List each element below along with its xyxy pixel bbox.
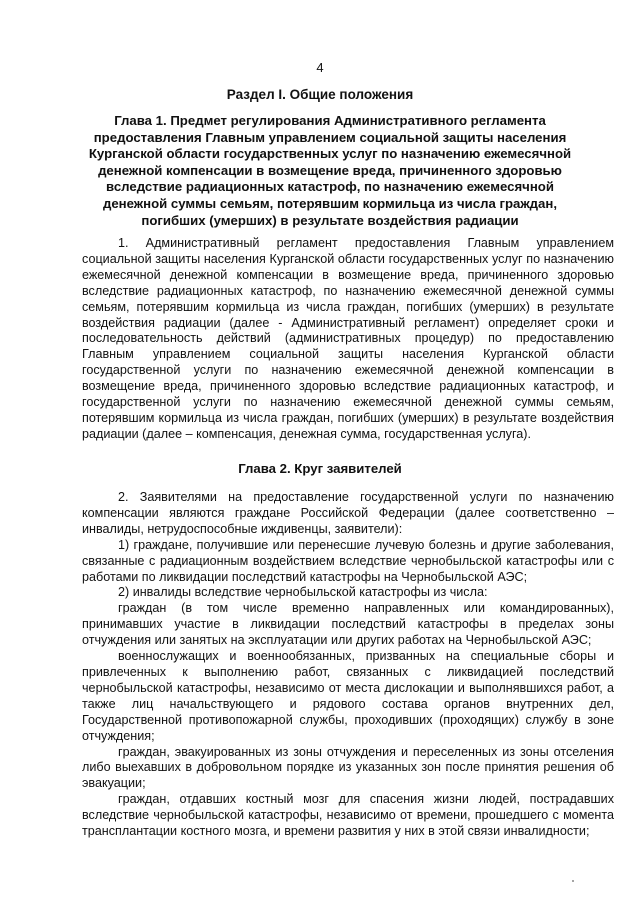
- paragraph: 1. Административный регламент предоставления Главным управлением социальной защиты населения Курганской области государственных услуг по назначению ежемесячной денежной компенсации в возмещение вреда, причиненного здоровью вследствие радиационных катастроф, по назначению ежемесячной денежной суммы семьям, потерявшим кормильца из числа граждан, погибших (умерших) в результате воздействия радиации (далее - Административный регламент) определяет сроки и последовательность действий (административных процедур) по предоставлению Главным управлением социальной защиты населения Курганской области государственной услуги по назначению ежемесячной денежной компенсации в возмещение вреда, причиненного здоровью вследствие радиационных катастроф, и государственной услуги по назначению ежемесячной денежной суммы семьям, потерявшим кормильца из числа граждан, погибших (умерших) в результате воздействия радиации (далее – компенсация, денежная сумма, государственная услуга).: [82, 236, 614, 441]
- scan-speck: [572, 880, 574, 882]
- section-title: Раздел I. Общие положения: [226, 87, 414, 102]
- paragraph: 1) граждане, получившие или перенесшие лучевую болезнь и другие заболевания, связанные с радиационным воздействием вследствие чернобыльской катастрофы или с работами по ликвидации последствий катастрофы на Чернобыльской АЭС;: [82, 537, 614, 584]
- paragraph: граждан, отдавших костный мозг для спасения жизни людей, пострадавших вследствие чернобыльской катастрофы, независимо от времени, прошедшего с момента трансплантации костного мозга, и времени развития у них в этой связи инвалидности;: [82, 792, 614, 839]
- chapter-2-body: [82, 490, 614, 840]
- paragraph: 2. Заявителями на предоставление государственной услуги по назначению компенсации являются граждане Российской Федерации (далее соответственно – инвалиды, нетрудоспособные иждивенцы, заявители):: [82, 490, 614, 536]
- page-number: 4: [316, 60, 324, 75]
- paragraph: граждан (в том числе временно направленных или командированных), принимавших участие в ликвидации последствий катастрофы в пределах зоны отчуждения или занятых на эксплуатации или других работах на Чернобыльской АЭС;: [82, 601, 614, 648]
- chapter-1-title: Глава 1. Предмет регулирования Административного регламента предоставления Главным управлением социальной защиты населения Курганской области государственных услуг по назначению ежемесячной денежной компенсации в возмещение вреда, причиненного здоровью вследствие радиационных катастроф, по назначению ежемесячной денежной суммы семьям, потерявшим кормильца из числа граждан, погибших (умерших) в результате воздействия радиации: [88, 113, 572, 228]
- chapter-2-title: Глава 2. Круг заявителей: [238, 461, 402, 476]
- chapter-1-body: [82, 236, 614, 443]
- paragraph: 2) инвалиды вследствие чернобыльской катастрофы из числа:: [118, 585, 488, 600]
- paragraph: военнослужащих и военнообязанных, призванных на специальные сборы и привлеченных к выполнению работ, связанных с ликвидацией последствий чернобыльской катастрофы, независимо от места дислокации и выполнявшихся работ, а также лиц начальствующего и рядового состава органов внутренних дел, Государственной противопожарной службы, проходивших (проходящих) службу в зоне отчуждения;: [82, 649, 614, 743]
- paragraph: граждан, эвакуированных из зоны отчуждения и переселенных из зоны отселения либо выехавших в добровольном порядке из указанных зон после принятия решения об эвакуации;: [82, 744, 614, 791]
